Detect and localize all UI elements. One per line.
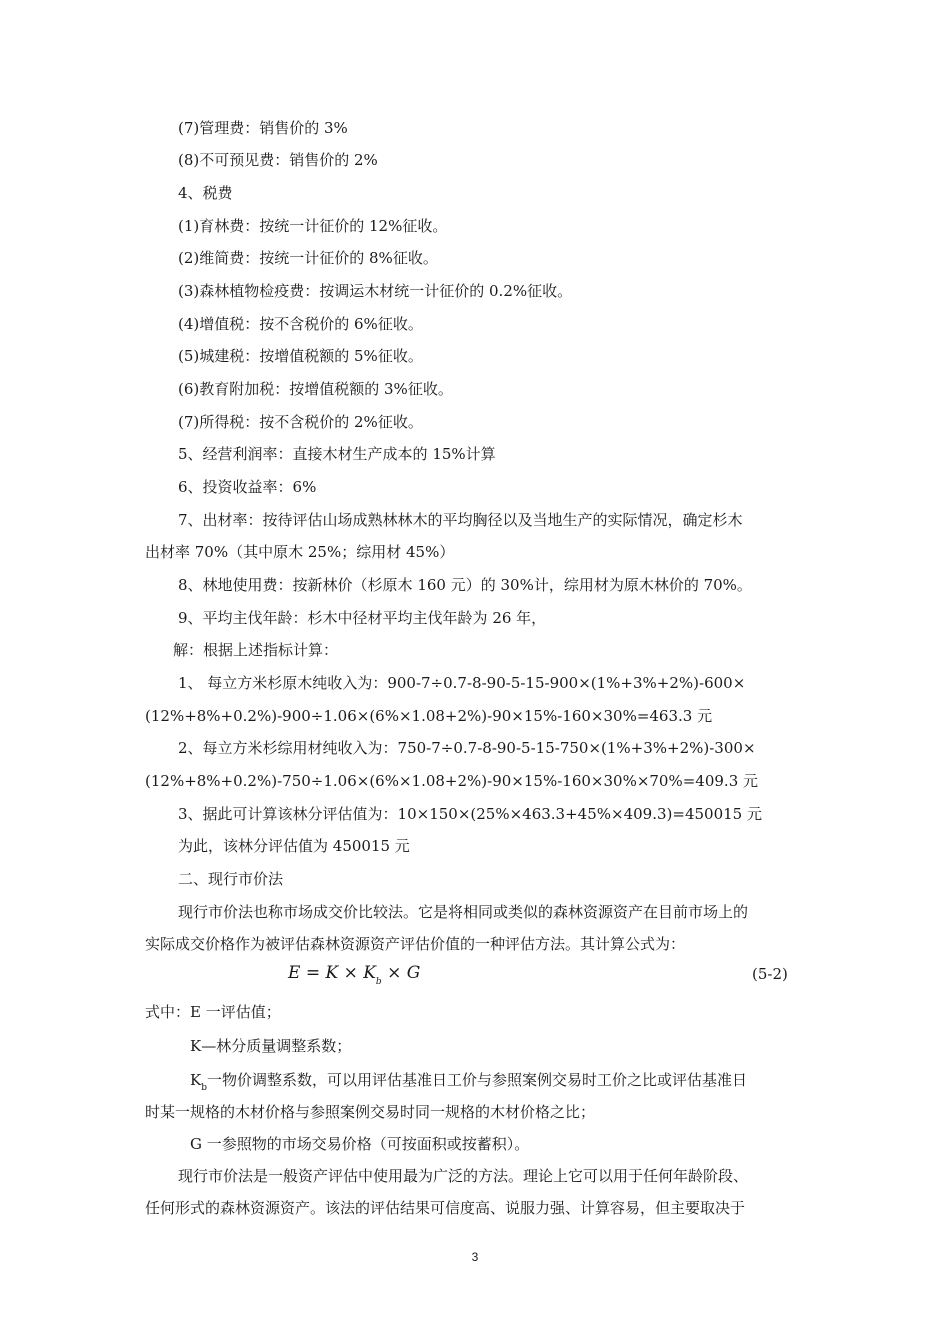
- text-line: 任何形式的森林资源资产。该法的评估结果可信度高、说服力强、计算容易，但主要取决于: [145, 1199, 746, 1217]
- definition-kb-cont: 时某一规格的木材价格与参照案例交易时同一规格的木材价格之比；: [145, 1103, 596, 1121]
- text-line: (2)维简费：按统一计征价的 8%征收。: [178, 249, 438, 267]
- definition-intro: 式中：E 一评估值；: [145, 1003, 281, 1021]
- kb-symbol: K: [190, 1071, 202, 1089]
- definition-g: G 一参照物的市场交易价格（可按面积或按蓄积）。: [190, 1135, 530, 1153]
- text-line: 8、林地使用费：按新林价（杉原木 160 元）的 30%计，综用材为原木林价的 70%。: [178, 576, 752, 594]
- definition-kb: [190, 1070, 747, 1098]
- text-line: 9、平均主伐年龄：杉木中径材平均主伐年龄为 26 年，: [178, 609, 547, 627]
- text-line: 为此，该林分评估值为 450015 元: [178, 837, 410, 855]
- text-line: 6、投资收益率：6%: [178, 478, 317, 496]
- text-line: 3、据此可计算该林分评估值为：10×150×(25%×463.3+45%×409.3)=450015 元: [178, 805, 762, 823]
- text-line: 解：根据上述指标计算：: [173, 641, 339, 659]
- text-line: 2、每立方米杉综用材纯收入为：750-7÷0.7-8-90-5-15-750×(1%+3%+2%)-300×: [178, 739, 756, 757]
- text-line: (12%+8%+0.2%)-750÷1.06×(6%×1.08+2%)-90×15%-160×30%×70%=409.3 元: [145, 772, 759, 790]
- text-line: 实际成交价格作为被评估森林资源资产评估价值的一种评估方法。其计算公式为：: [145, 935, 686, 953]
- text-line: 1、 每立方米杉原木纯收入为：900-7÷0.7-8-90-5-15-900×(1%+3%+2%)-600×: [178, 674, 746, 692]
- equation-number: (5-2): [752, 965, 788, 983]
- formula-subscript: b: [375, 977, 382, 987]
- text-line: 现行市价法也称市场成交价比较法。它是将相同或类似的森林资源资产在目前市场上的: [178, 903, 749, 921]
- text-line: (3)森林植物检疫费：按调运木材统一计征价的 0.2%征收。: [178, 282, 573, 300]
- text-line: 出材率 70%（其中原木 25%；综用材 45%）: [145, 543, 455, 561]
- formula-rhs: × G: [381, 963, 421, 983]
- text-line: (6)教育附加税：按增值税额的 3%征收。: [178, 380, 453, 398]
- text-line: (1)育林费：按统一计征价的 12%征收。: [178, 217, 448, 235]
- definition-k: K—林分质量调整系数；: [190, 1037, 352, 1055]
- section-heading: 二、现行市价法: [178, 870, 284, 888]
- text-line: 5、经营利润率：直接木材生产成本的 15%计算: [178, 445, 496, 463]
- text-line: (7)所得税：按不含税价的 2%征收。: [178, 413, 423, 431]
- kb-text: 一物价调整系数，可以用评估基准日工价与参照案例交易时工价之比或评估基准日: [206, 1071, 747, 1089]
- text-line: (12%+8%+0.2%)-900÷1.06×(6%×1.08+2%)-90×15%-160×30%=463.3 元: [145, 707, 713, 725]
- kb-subscript: b: [201, 1083, 207, 1093]
- text-line: 现行市价法是一般资产评估中使用最为广泛的方法。理论上它可以用于任何年龄阶段、: [178, 1167, 749, 1185]
- section-heading: 4、税费: [178, 184, 233, 202]
- formula-lhs: E = K × K: [288, 963, 376, 983]
- formula-5-2: [288, 963, 420, 987]
- text-line: (5)城建税：按增值税额的 5%征收。: [178, 347, 423, 365]
- page-number: 3: [471, 1250, 479, 1264]
- text-line: (4)增值税：按不含税价的 6%征收。: [178, 315, 423, 333]
- text-line: 7、出材率：按待评估山场成熟林林木的平均胸径以及当地生产的实际情况，确定杉木: [178, 511, 743, 529]
- text-line: (7)管理费：销售价的 3%: [178, 119, 348, 137]
- text-line: (8)不可预见费：销售价的 2%: [178, 151, 378, 169]
